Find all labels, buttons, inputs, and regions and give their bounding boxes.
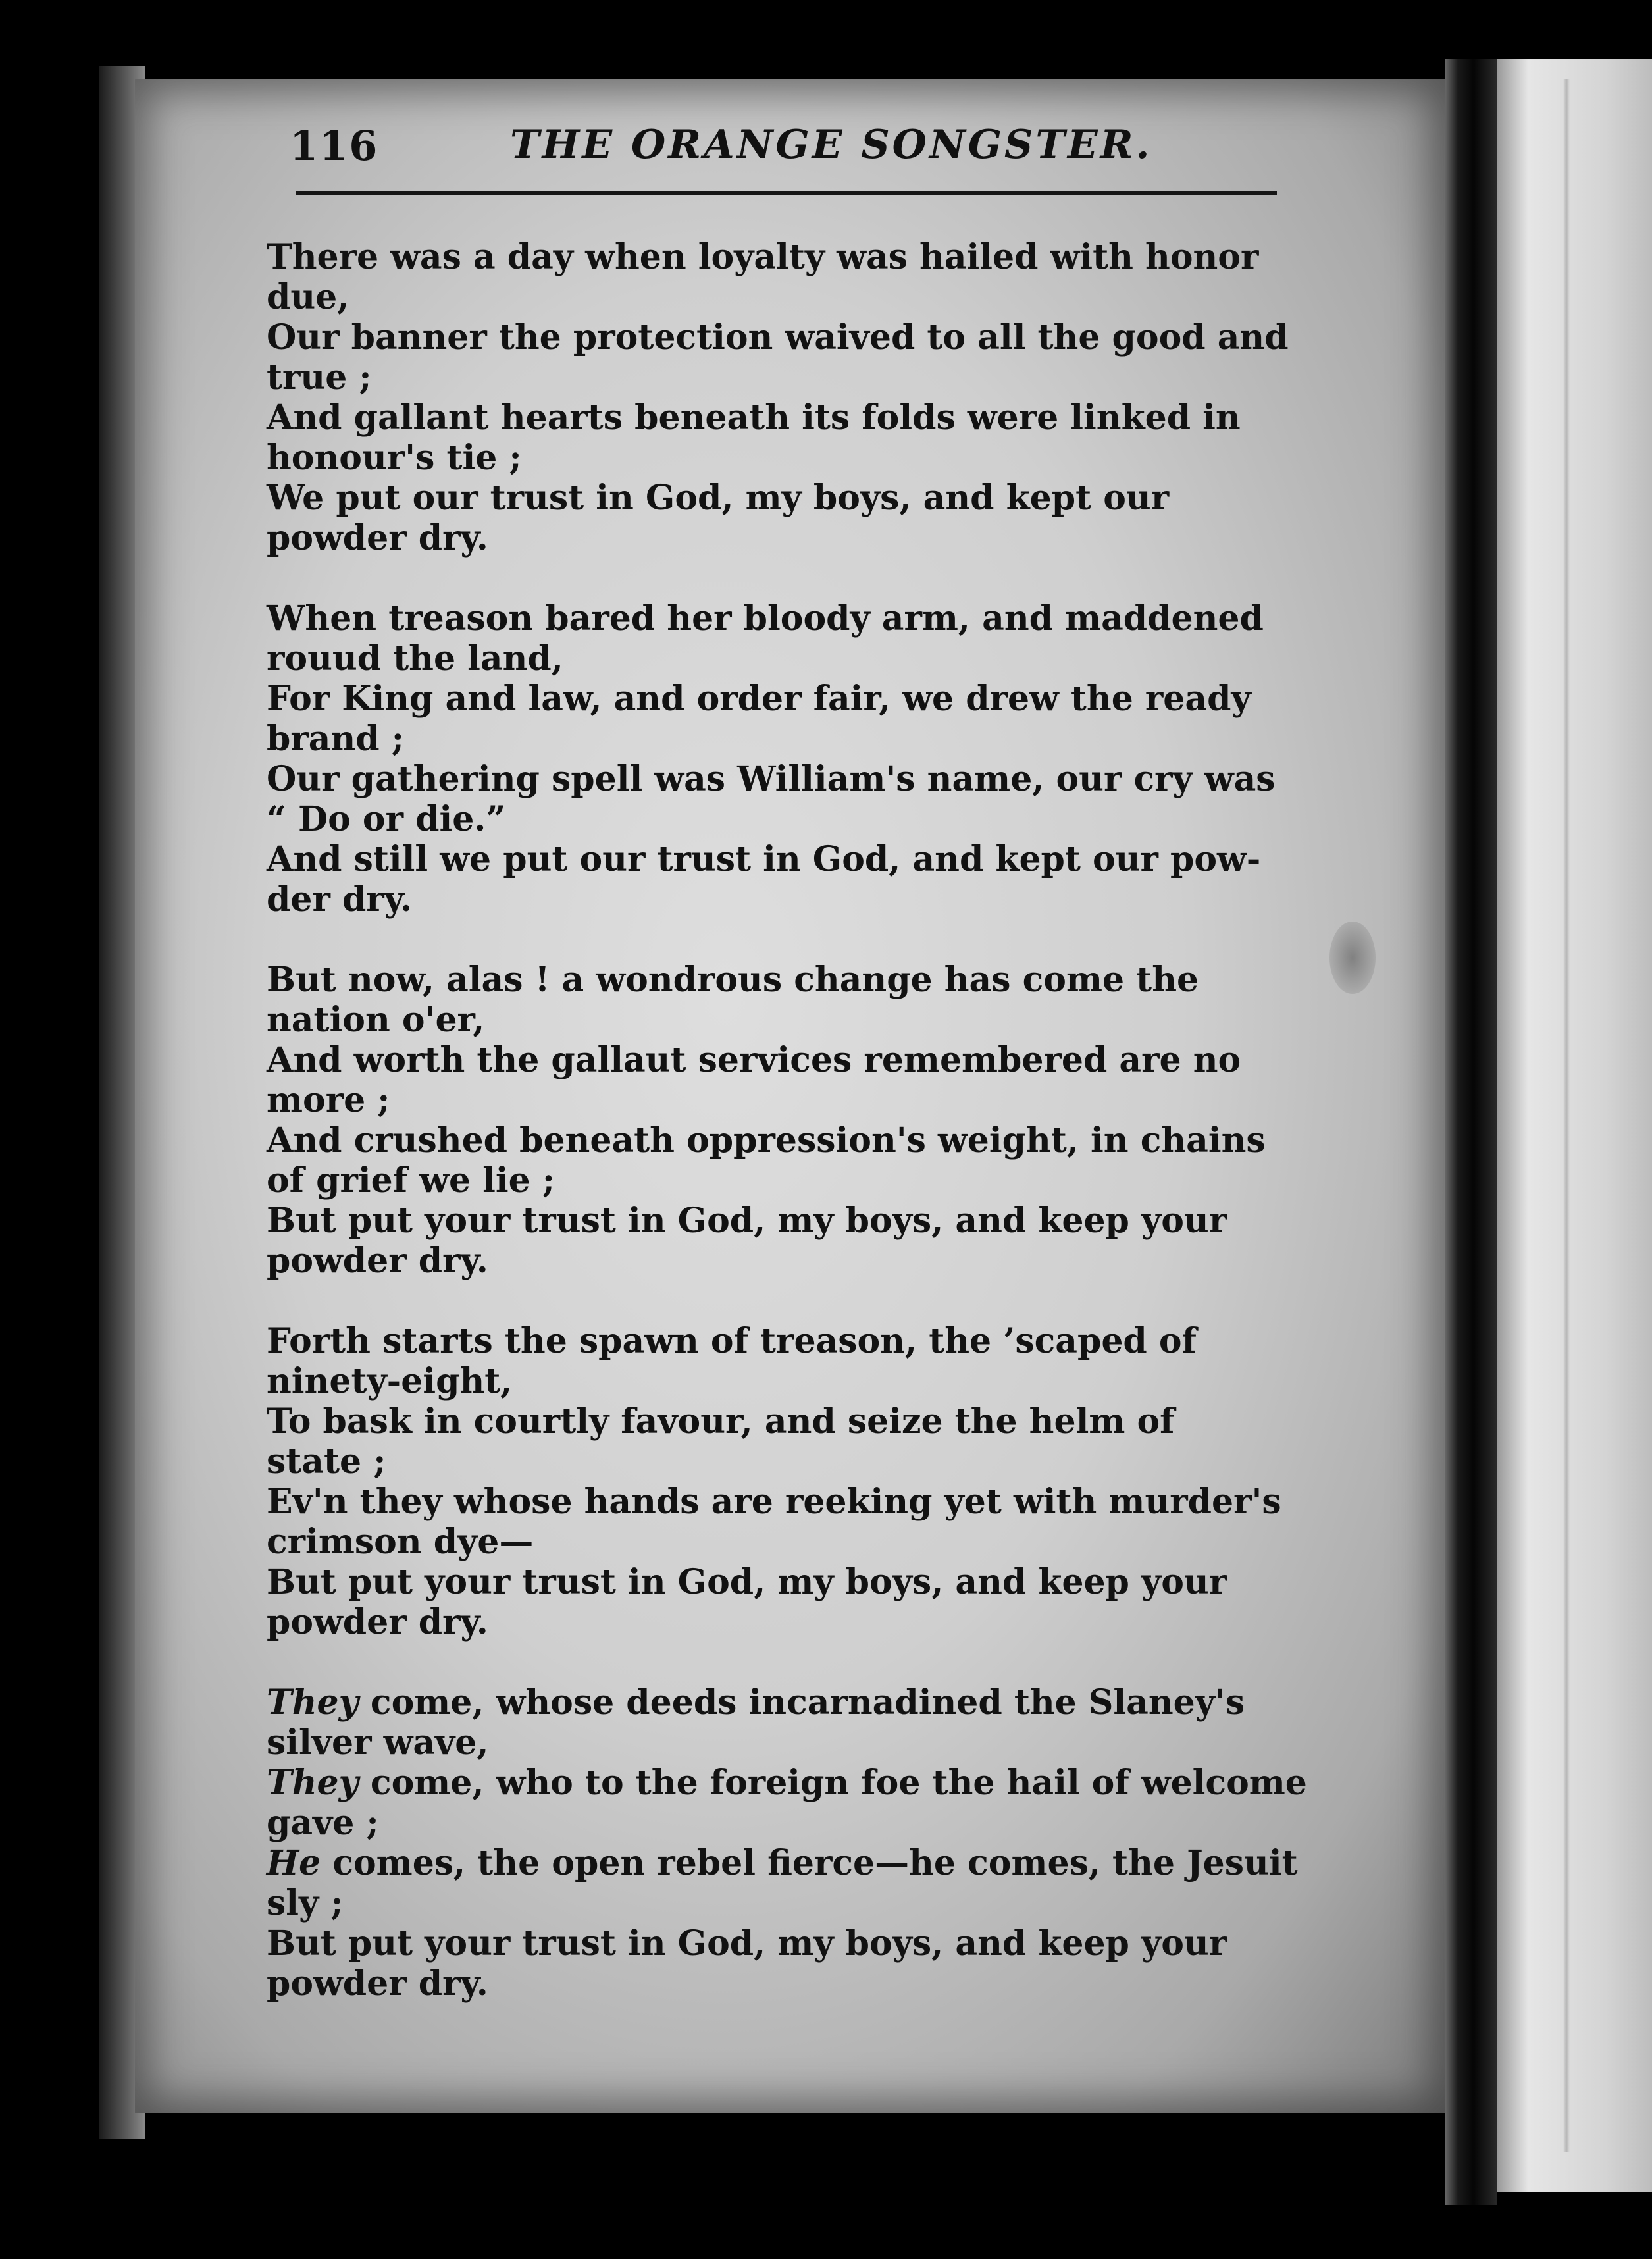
line-text: We put our trust in God, my boys, and kept our	[267, 478, 1170, 518]
line-text: When treason bared her bloody arm, and maddened	[267, 598, 1264, 638]
facing-page-fold	[1563, 79, 1570, 2152]
line-text: come, whose deeds incarnadined the Slaney's	[358, 1682, 1245, 1723]
paper-stain	[1329, 922, 1376, 994]
line-text: And still we put our trust in God, and kept our pow-	[267, 839, 1261, 879]
line-text: But put your trust in God, my boys, and keep your	[267, 1923, 1227, 1963]
binding-gutter	[1445, 59, 1497, 2205]
line-continuation: due,	[267, 277, 349, 317]
line-continuation: “ Do or die.”	[267, 799, 506, 839]
line-continuation: gave ;	[267, 1803, 379, 1843]
page-header	[290, 122, 1277, 174]
stanza	[267, 960, 1283, 1281]
running-title: THE ORANGE SONGSTER.	[510, 122, 1152, 168]
line-text: To bask in courtly favour, and seize the helm of	[267, 1401, 1175, 1441]
page-number: 116	[290, 122, 379, 170]
line-text: But put your trust in God, my boys, and keep your	[267, 1562, 1227, 1602]
line-text: Ev'n they whose hands are reeking yet with murder's	[267, 1482, 1281, 1522]
line-text: comes, the open rebel fierce—he comes, the Jesuit	[321, 1843, 1298, 1883]
line-continuation: honour's tie ;	[267, 438, 522, 478]
line-continuation: powder dry.	[267, 518, 488, 558]
header-rule	[296, 191, 1277, 195]
verse-line	[267, 679, 1283, 759]
line-continuation: powder dry.	[267, 1963, 488, 2004]
line-continuation: powder dry.	[267, 1241, 488, 1281]
verse-line	[267, 1321, 1283, 1401]
stanza	[267, 598, 1283, 920]
verse-line	[267, 1562, 1283, 1642]
line-continuation: sly ;	[267, 1883, 344, 1923]
verse-line	[267, 1401, 1283, 1482]
verse-line	[267, 960, 1283, 1040]
line-continuation: brand ;	[267, 719, 404, 759]
poem-body	[267, 237, 1307, 2044]
verse-line	[267, 317, 1289, 398]
verse-line	[267, 1763, 1307, 1843]
line-text: And gallant hearts beneath its folds were linked in	[267, 398, 1241, 438]
line-continuation: state ;	[267, 1441, 386, 1482]
line-text: And worth the gallaut services remembered are no	[267, 1040, 1241, 1080]
line-continuation: true ;	[267, 357, 372, 398]
verse-line	[267, 237, 1283, 317]
stanza	[267, 1321, 1283, 1642]
stanza	[267, 1682, 1307, 2004]
line-text: Our banner the protection waived to all the good and	[267, 317, 1289, 357]
verse-line	[267, 1482, 1283, 1562]
line-text: And crushed beneath oppression's weight, in chains	[267, 1120, 1266, 1160]
line-lead: They	[267, 1682, 359, 1723]
line-continuation: der dry.	[267, 879, 413, 920]
line-text: Our gathering spell was William's name, our cry was	[267, 759, 1276, 799]
line-text: come, who to the foreign foe the hail of welcome	[358, 1763, 1307, 1803]
line-lead: They	[267, 1763, 359, 1803]
verse-line	[267, 759, 1283, 839]
verse-line	[267, 1843, 1298, 1923]
line-text: For King and law, and order fair, we drew the ready	[267, 679, 1251, 719]
verse-line	[267, 398, 1283, 478]
verse-line	[267, 1040, 1283, 1120]
verse-line	[267, 839, 1283, 920]
stanza	[267, 237, 1289, 558]
line-continuation: silver wave,	[267, 1723, 489, 1763]
line-continuation: crimson dye—	[267, 1522, 534, 1562]
line-text: There was a day when loyalty was hailed with honor	[267, 237, 1259, 277]
verse-line	[267, 1923, 1283, 2004]
verse-line	[267, 1120, 1283, 1201]
line-lead: He	[267, 1843, 321, 1883]
line-continuation: ninety-eight,	[267, 1361, 513, 1401]
line-continuation: nation o'er,	[267, 1000, 485, 1040]
line-text: But now, alas ! a wondrous change has come the	[267, 960, 1199, 1000]
verse-line	[267, 1201, 1283, 1281]
verse-line	[267, 598, 1283, 679]
line-continuation: of grief we lie ;	[267, 1160, 555, 1201]
line-continuation: rouud the land,	[267, 638, 563, 679]
verse-line	[267, 478, 1283, 558]
facing-page	[1497, 59, 1652, 2192]
line-continuation: powder dry.	[267, 1602, 488, 1642]
line-text: Forth starts the spawn of treason, the ’scaped of	[267, 1321, 1197, 1361]
verse-line	[267, 1682, 1283, 1763]
line-text: But put your trust in God, my boys, and keep your	[267, 1201, 1227, 1241]
line-continuation: more ;	[267, 1080, 390, 1120]
